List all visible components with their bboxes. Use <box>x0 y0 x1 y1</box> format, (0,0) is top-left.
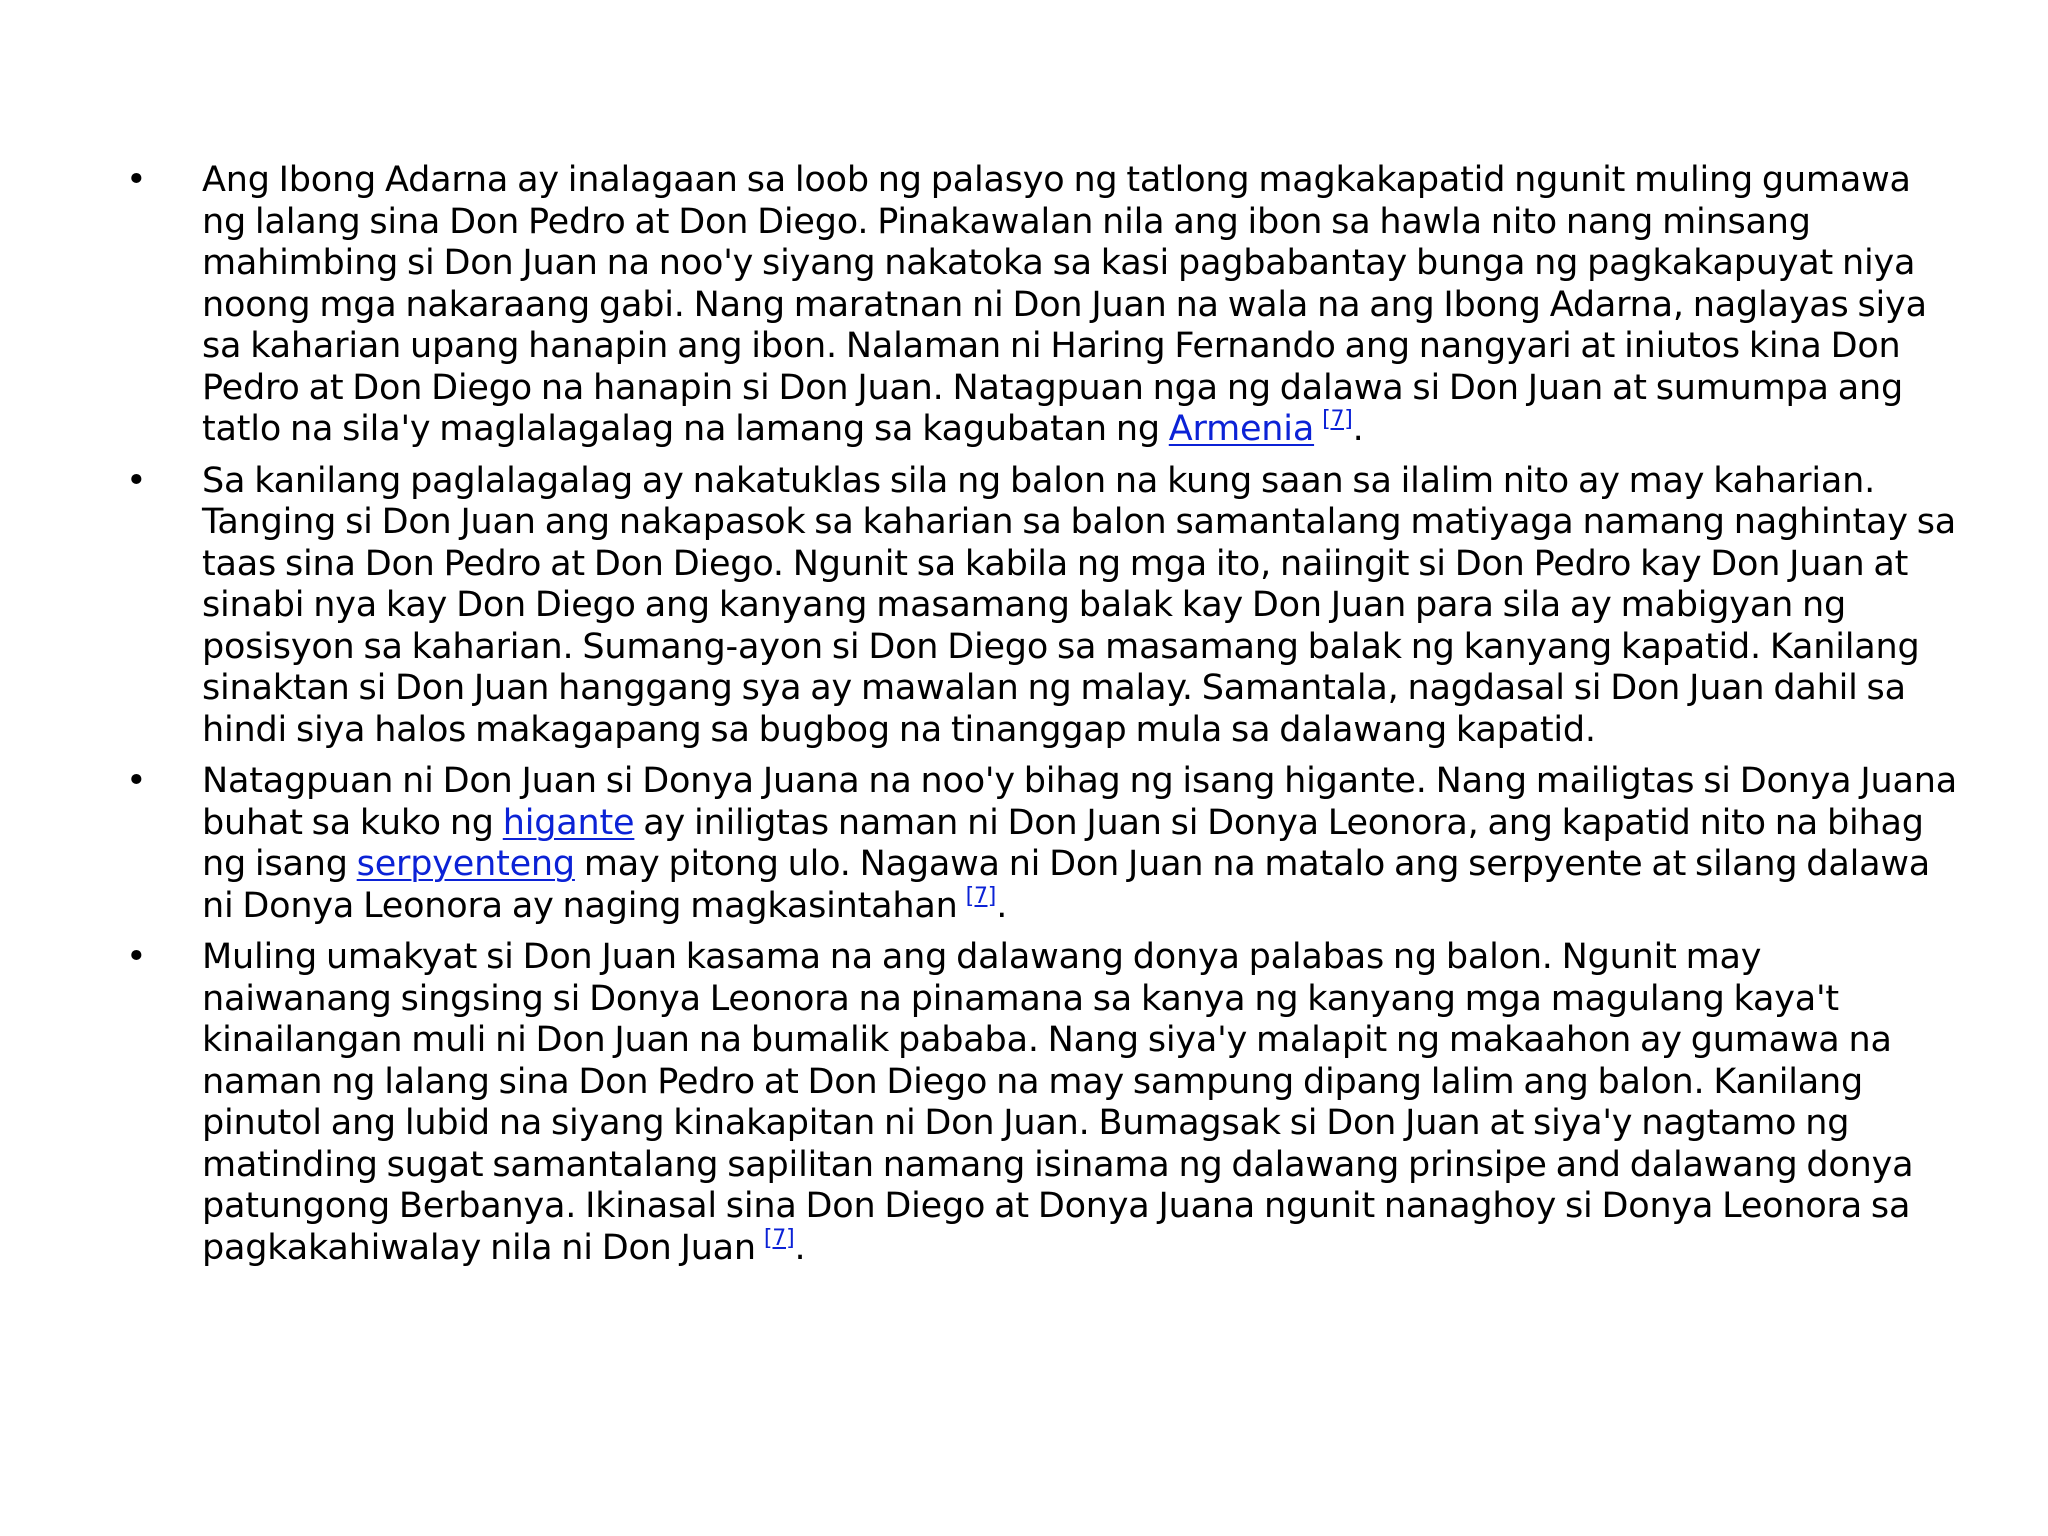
bullet-icon: • <box>126 761 147 801</box>
list-item <box>118 937 1958 1269</box>
bullet-list <box>118 160 1958 1279</box>
link-serpyenteng[interactable]: serpyenteng <box>356 844 575 884</box>
link-armenia[interactable]: Armenia <box>1168 409 1315 449</box>
paragraph-text: . <box>794 1227 806 1268</box>
citation-link[interactable]: [7] <box>763 1225 795 1251</box>
paragraph-text: Muling umakyat si Don Juan kasama na ang dalawang donya palabas ng balon. Ngunit may naiwanang singsing si Donya Leonora na pinamana sa kanya ng kanyang mga magulang kaya't kinailangan muli ni Don Juan na bumalik pababa. Nang siya'y malapit ng makaahon ay gumawa na naman ng lalang sina Don Pedro at Don Diego na may sampung dipang lalim ang balon. Kanilang pinutol ang lubid na siyang kinakapitan ni Don Juan. Bumagsak si Don Juan at siya'y nagtamo ng matinding sugat samantalang sapilitan namang isinama ng dalawang prinsipe and dalawang donya patungong Berbanya. Ikinasal sina Don Diego at Donya Juana ngunit nanaghoy si Donya Leonora sa pagkakahiwalay nila ni Don Juan <box>202 937 1914 1268</box>
paragraph-text: . <box>996 885 1008 926</box>
link-higante[interactable]: higante <box>502 802 635 843</box>
list-item <box>118 761 1958 927</box>
paragraph-text: Sa kanilang paglalagalag ay nakatuklas sila ng balon na kung saan sa ilalim nito ay may kaharian. Tanging si Don Juan ang nakapasok sa kaharian sa balon samantalang matiyaga namang naghintay sa taas sina Don Pedro at Don Diego. Ngunit sa kabila ng mga ito, naiingit si Don Pedro kay Don Juan at sinabi nya kay Don Diego ang kanyang masamang balak kay Don Juan para sila ay mabigyan ng posisyon sa kaharian. Sumang-ayon si Don Diego sa masamang balak ng kanyang kapatid. Kanilang sinaktan si Don Juan hanggang sya ay mawalan ng malay. Samantala, nagdasal si Don Juan dahil sa hindi siya halos makagapang sa bugbog na tinanggap mula sa dalawang kapatid. <box>202 460 1956 750</box>
paragraph-text: may pitong ulo. Nagawa ni Don Juan na matalo ang serpyente at silang dalawa ni Donya Leonora ay naging magkasintahan <box>202 844 1931 926</box>
citation-link[interactable]: [7] <box>1322 407 1353 432</box>
bullet-icon: • <box>126 460 147 501</box>
list-item <box>118 160 1958 451</box>
bullet-icon: • <box>126 937 147 977</box>
bullet-icon: • <box>126 160 147 200</box>
citation-link[interactable]: [7] <box>965 883 997 909</box>
list-item <box>118 461 1958 752</box>
paragraph-text: . <box>1352 409 1364 449</box>
paragraph-text: Natagpuan ni Don Juan si Donya Juana na noo'y bihag ng isang higante. Nang mailigtas si Donya Juana buhat sa kuko ng <box>202 761 1957 843</box>
paragraph-text: ay iniligtas naman ni Don Juan si Donya Leonora, ang kapatid nito na bihag ng isang <box>202 802 1924 884</box>
paragraph-text: Ang Ibong Adarna ay inalagaan sa loob ng palasyo ng tatlong magkakapatid ngunit muling gumawa ng lalang sina Don Pedro at Don Diego. Pinakawalan nila ang ibon sa hawla nito nang minsang mahimbing si Don Juan na noo'y siyang nakatoka sa kasi pagbabantay bunga ng pagkakapuyat niya noong mga nakaraang gabi. Nang maratnan ni Don Juan na wala na ang Ibong Adarna, naglayas siya sa kaharian upang hanapin ang ibon. Nalaman ni Haring Fernando ang nangyari at iniutos kina Don Pedro at Don Diego na hanapin si Don Juan. Natagpuan nga ng dalawa si Don Juan at sumumpa ang tatlo na sila'y maglalagalag na lamang sa kagubatan ng <box>202 160 1927 449</box>
